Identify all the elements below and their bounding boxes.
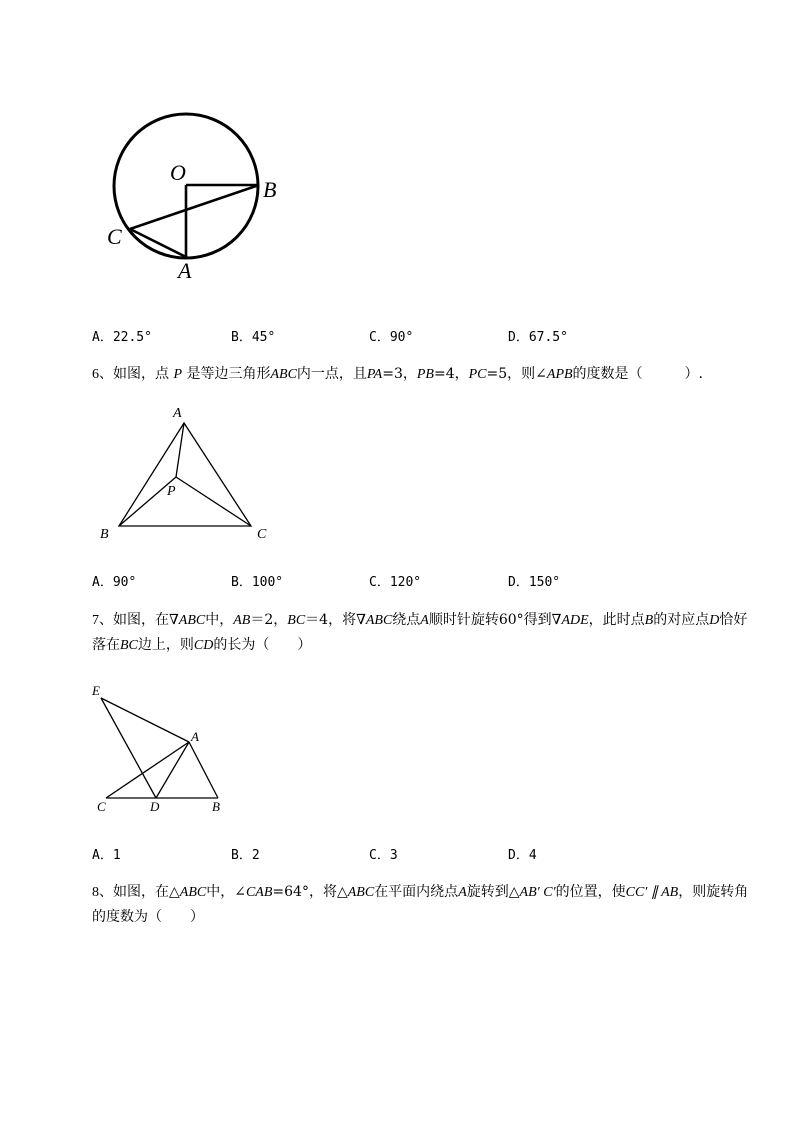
label-d: D <box>150 799 160 814</box>
var: ADE <box>561 613 589 628</box>
var: CC′ ∥ AB <box>625 885 679 900</box>
var: ABC <box>178 613 206 628</box>
label-b: B <box>212 799 220 814</box>
label-c: C <box>257 527 267 542</box>
q5-option-a[interactable]: A．22.5° <box>92 330 152 345</box>
label-o: O <box>170 160 186 185</box>
rotation-figure <box>88 680 238 820</box>
segment-ab <box>189 742 218 798</box>
var: AB <box>233 613 251 628</box>
q6-option-a[interactable]: A．90° <box>92 575 137 590</box>
q5-option-b[interactable]: B．45° <box>231 330 276 345</box>
q6-option-d[interactable]: D．150° <box>508 575 561 590</box>
segment-ac <box>106 742 189 798</box>
question-number: 7 <box>92 613 99 628</box>
label-a: A <box>178 258 192 283</box>
q6-option-c[interactable]: C．120° <box>369 575 422 590</box>
var: ABC <box>365 613 393 628</box>
label-p: P <box>167 484 176 499</box>
question-7: 7、如图，在∇ABC中，AB＝2，BC＝4，将∇ABC绕点A顺时针旋转60°得到∇ADE，此时点B的对应点D恰好落在BC边上，则CD的长为（ ） <box>92 612 748 653</box>
question-number: 6 <box>92 367 99 382</box>
q6-option-b[interactable]: B．100° <box>231 575 284 590</box>
q5-option-c[interactable]: C．90° <box>369 330 414 345</box>
var: BC <box>120 638 138 653</box>
label-c: C <box>107 224 122 249</box>
segment-pa <box>176 423 184 477</box>
question-6: 6、如图，点 P 是等边三角形ABC内一点，且PA=3，PB=4，PC=5，则∠APB的度数是（ ）. <box>92 366 703 382</box>
var: A <box>420 613 429 628</box>
var: ABC <box>270 367 297 382</box>
var: B <box>644 613 654 628</box>
var: CD <box>193 638 214 653</box>
var: ABC <box>179 885 207 900</box>
segment-ea <box>101 698 189 742</box>
label-b: B <box>100 527 109 542</box>
question-number: 8 <box>92 885 99 900</box>
segment-cb <box>130 185 259 229</box>
circle-figure <box>100 105 290 285</box>
triangle-figure <box>95 400 285 550</box>
var: PA <box>366 367 383 382</box>
label-c: C <box>97 799 106 814</box>
label-e: E <box>92 683 100 698</box>
var: D <box>709 613 720 628</box>
q5-option-d[interactable]: D．67.5° <box>508 330 568 345</box>
var: PC <box>468 367 487 382</box>
var: AB′ C′ <box>519 885 556 900</box>
triangle-abc <box>119 423 251 526</box>
var: CAB <box>245 885 273 900</box>
question-8: 8、如图，在△ABC中，∠CAB=64°，将△ABC在平面内绕点A旋转到△AB′ C′的位置，使CC′ ∥ AB，则旋转角的度数为（ ） <box>92 884 749 925</box>
var: PB <box>416 367 434 382</box>
q7-option-c[interactable]: C．3 <box>369 848 398 863</box>
var: BC <box>287 613 306 628</box>
q7-option-a[interactable]: A．1 <box>92 848 121 863</box>
var: A <box>458 885 467 900</box>
var: ABC <box>347 885 375 900</box>
label-a: A <box>173 406 182 421</box>
q7-option-d[interactable]: D．4 <box>508 848 537 863</box>
segment-ad <box>156 742 189 798</box>
segment-pc <box>176 477 251 526</box>
label-b: B <box>263 177 277 202</box>
var: P <box>173 367 183 382</box>
var: APB <box>546 367 573 382</box>
q7-option-b[interactable]: B．2 <box>231 848 260 863</box>
label-a: A <box>191 729 199 744</box>
